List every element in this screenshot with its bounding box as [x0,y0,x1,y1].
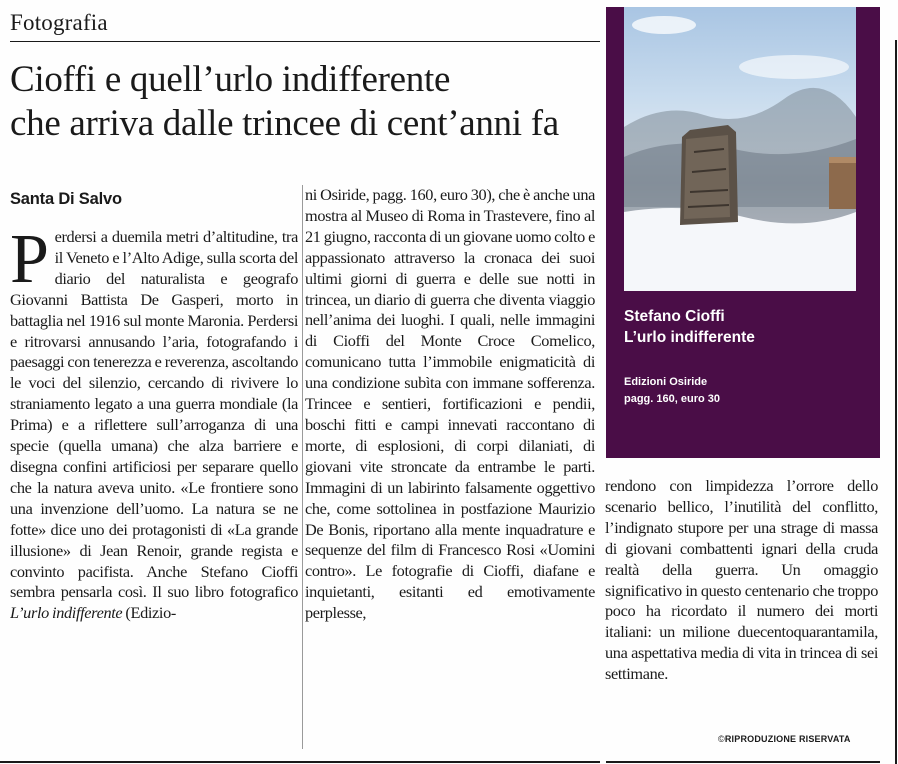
book-info-title: Stefano Cioffi L’urlo indifferente [624,308,755,346]
right-edge-rule [895,40,897,764]
article-column-3: rendono con limpidezza l’orrore dello scenario bellico, l’inutilità del conflitto, l’indignato stupore per una strage di massa di giovani combattenti ignari della cruda realtà della guerra. Un omaggio significativo in questo centenario che troppo poco ha ricordato il numero dei morti italiani: un milione duecentoquarantamila, una aspettativa media di vita in trincea di sei settimane. [605,476,878,684]
book-info-pages-price: pagg. 160, euro 30 [624,393,720,405]
headline [10,58,600,146]
drop-cap: P [10,227,49,298]
article-text-1-tail: (Edizio- [122,603,176,623]
column-divider-1 [302,185,303,749]
headline-line-1: Cioffi e quell’urlo indifferente [10,59,451,100]
article-column-2: ni Osiride, pagg. 160, euro 30), che è anche una mostra al Museo di Roma in Trastevere, fino al 21 giugno, racconta di un giovane uomo colto e appassionato attraverso la cronaca dei suoi ultimi giorni di guerra e delle sue notti in trincea, un diario di guerra che diventa viaggio nell’anima dei luoghi. I quali, nelle immagini di Cioffi del Monte Croce Comelico, comunicano tutta l’immobile enigmaticità di una condizione subìta con immane sofferenza. Trincee e sentieri, fortificazioni e pendii, boschi fitti e campi innevati raccontano di morte, di esplosioni, di corpi dilaniati, di giovani vite stroncate da entrambe le parti. Immagini di un labirinto falsamente oggettivo che, come sottolinea in postfazione Maurizio De Bonis, riportano alla mente inquadrature e sequenze del film di Francesco Rosi «Uomini contro». Le fotografie di Cioffi, diafane e inquietanti, esitanti ed emotivamente perplesse, [305,185,595,623]
bottom-rule-right [606,761,880,763]
copyright-symbol: © [718,734,725,744]
section-rule [10,41,600,42]
book-cover-photo [624,7,856,291]
copyright-text: RIPRODUZIONE RISERVATA [724,734,851,744]
book-title-italic: L’urlo indifferente [10,603,123,623]
article-column-1 [10,227,298,749]
headline-line-2: che arriva dalle trincee di cent’anni fa [10,103,559,144]
article-text-1: erdersi a duemila metri d’altitudine, tra il Veneto e l’Alto Adige, sulla scorta del diario del naturalista e geografo Giovanni Battista De Gasperi, morto in battaglia nel 1916 sul monte Maronia. Perdersi e ritrovarsi annusando l’aria, fotografando i paesaggi con tenerezza e reverenza, ascoltando le voci del silenzio, cercando di rivivere lo straniamento legato a una guerra mondiale (la Prima) e a riflettere sull’arroganza di una specie (quella umana) che alza barriere e disegna confini artificiosi per separare quello che la natura aveva unito. «Le frontiere sono una invenzione dell’uomo. La natura se ne fotte» dice uno dei protagonisti di «La grande illusione» di Jean Renoir, grande regista e convinto pacifista. Anche Stefano Cioffi sembra pensarla così. Il suo libro fotografico [10,227,298,602]
copyright-notice [718,734,851,744]
byline: Santa Di Salvo [10,190,122,208]
book-info-publisher: Edizioni Osiride [624,376,708,388]
bottom-rule-left [0,761,600,763]
book-cover-image [624,7,856,291]
section-label: Fotografia [10,10,108,35]
